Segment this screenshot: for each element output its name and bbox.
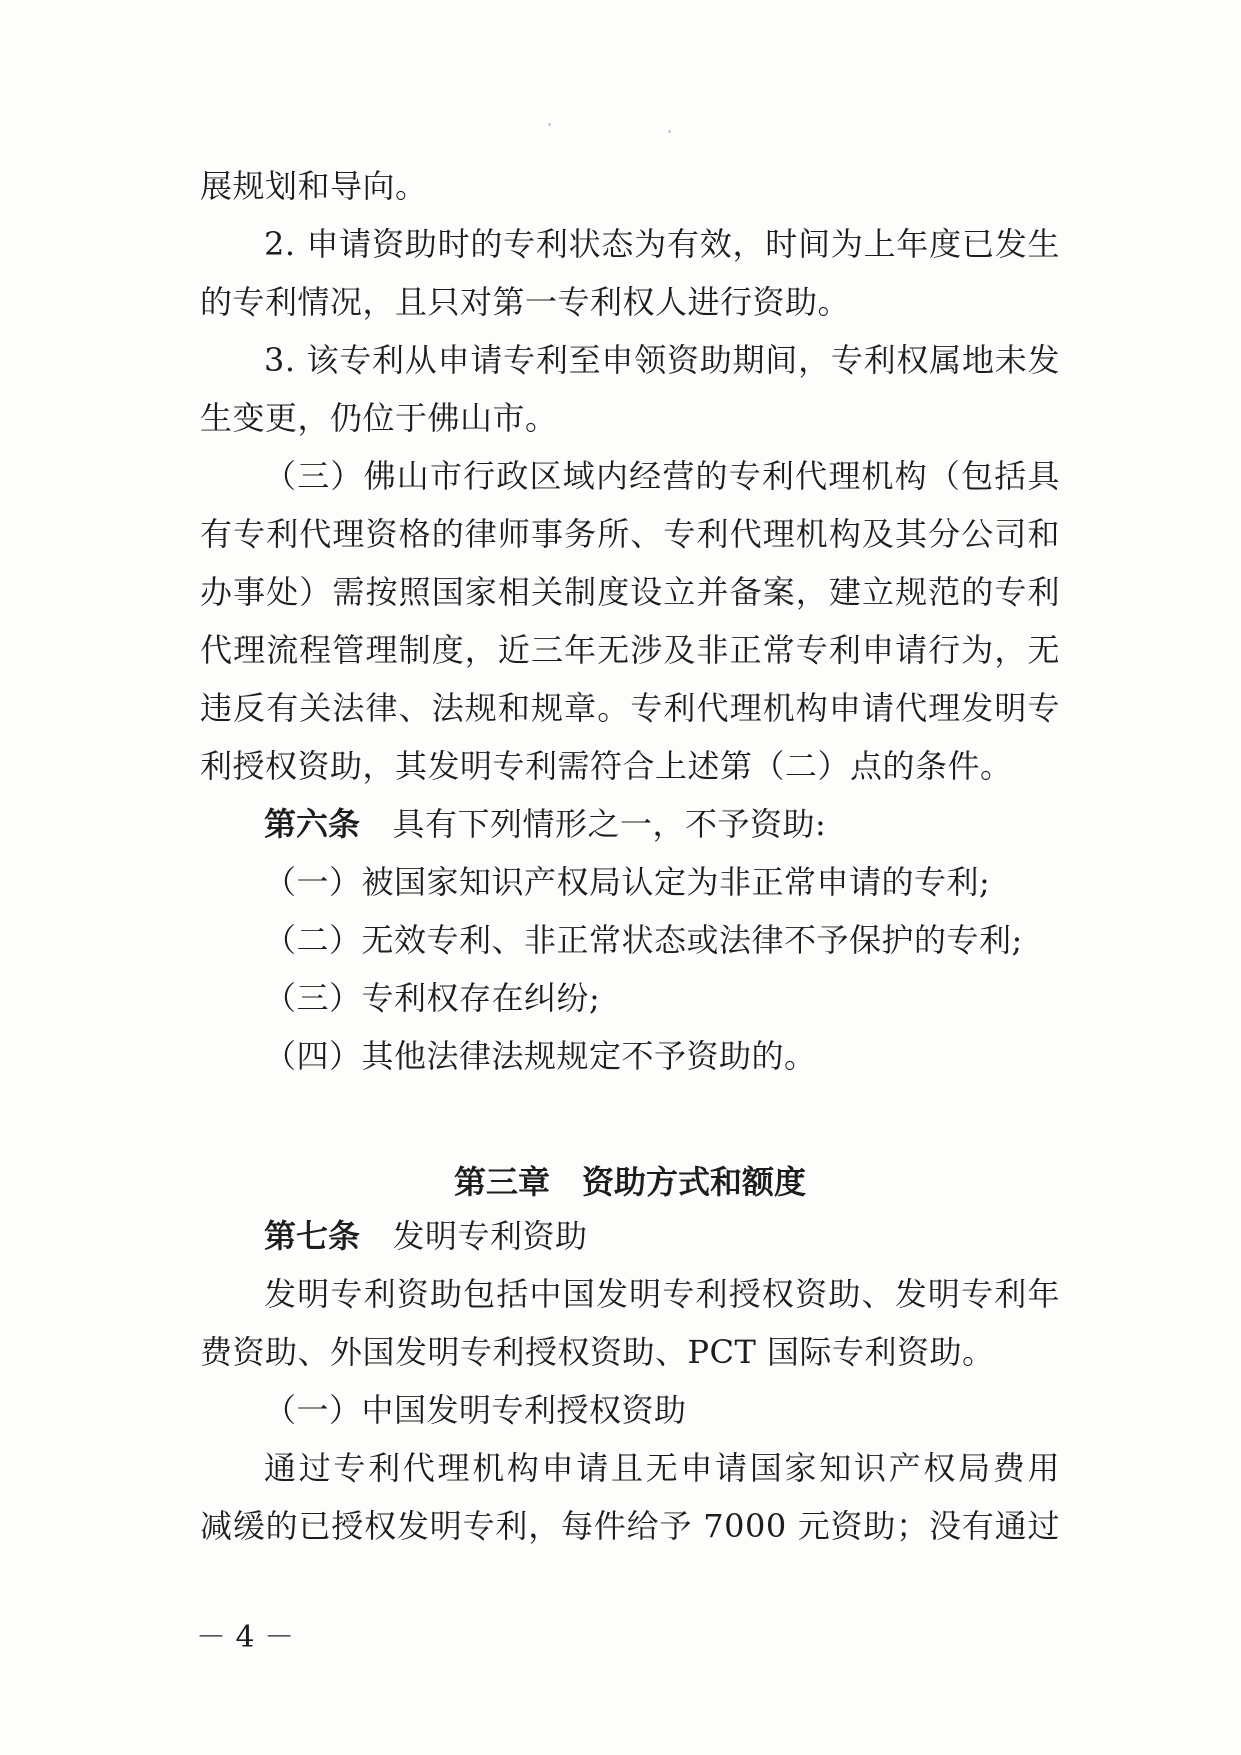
body-line-5: 生变更，仍位于佛山市。	[200, 399, 558, 437]
article-7-para1-line2: 费资助、外国发明专利授权资助、PCT 国际专利资助。	[200, 1333, 995, 1371]
body-line-9: 代理流程管理制度，近三年无涉及非正常专利申请行为，无	[200, 631, 1060, 669]
article-6-item-1: （一）被国家知识产权局认定为非正常申请的专利;	[264, 863, 991, 901]
scan-speck	[548, 123, 551, 126]
body-line-10: 违反有关法律、法规和规章。专利代理机构申请代理发明专	[200, 689, 1060, 727]
article-7	[264, 1216, 1060, 1256]
article-7-para2-line1: 通过专利代理机构申请且无申请国家知识产权局费用	[264, 1449, 1060, 1487]
body-line-4: 3. 该专利从申请专利至申领资助期间，专利权属地未发	[264, 341, 1060, 379]
chapter-title: 第三章 资助方式和额度	[453, 1163, 806, 1201]
body-line-1: 展规划和导向。	[200, 167, 428, 205]
article-7-para1-line1: 发明专利资助包括中国发明专利授权资助、发明专利年	[264, 1275, 1060, 1313]
body-line-3: 的专利情况，且只对第一专利权人进行资助。	[200, 283, 851, 321]
article-6-heading: 第六条	[264, 805, 361, 843]
body-line-2: 2. 申请资助时的专利状态为有效，时间为上年度已发生	[264, 225, 1060, 263]
article-7-para2-line2: 减缓的已授权发明专利，每件给予 7000 元资助；没有通过	[200, 1507, 1060, 1545]
article-6-item-4: （四）其他法律法规规定不予资助的。	[264, 1037, 817, 1075]
body-line-6: （三）佛山市行政区域内经营的专利代理机构（包括具	[264, 457, 1060, 495]
scan-speck	[668, 130, 671, 133]
article-6-text: 具有下列情形之一，不予资助:	[392, 805, 827, 843]
body-line-8: 办事处）需按照国家相关制度设立并备案，建立规范的专利	[200, 573, 1060, 611]
article-6	[264, 804, 1060, 844]
page-number: － 4 －	[196, 1620, 295, 1655]
article-6-item-2: （二）无效专利、非正常状态或法律不予保护的专利;	[264, 921, 1023, 959]
article-7-text: 发明专利资助	[392, 1217, 588, 1255]
body-line-7: 有专利代理资格的律师事务所、专利代理机构及其分公司和	[200, 515, 1060, 553]
article-7-subheading: （一）中国发明专利授权资助	[264, 1391, 687, 1429]
article-7-heading: 第七条	[264, 1217, 361, 1255]
article-6-item-3: （三）专利权存在纠纷;	[264, 979, 601, 1017]
body-line-11: 利授权资助，其发明专利需符合上述第（二）点的条件。	[200, 747, 1013, 785]
